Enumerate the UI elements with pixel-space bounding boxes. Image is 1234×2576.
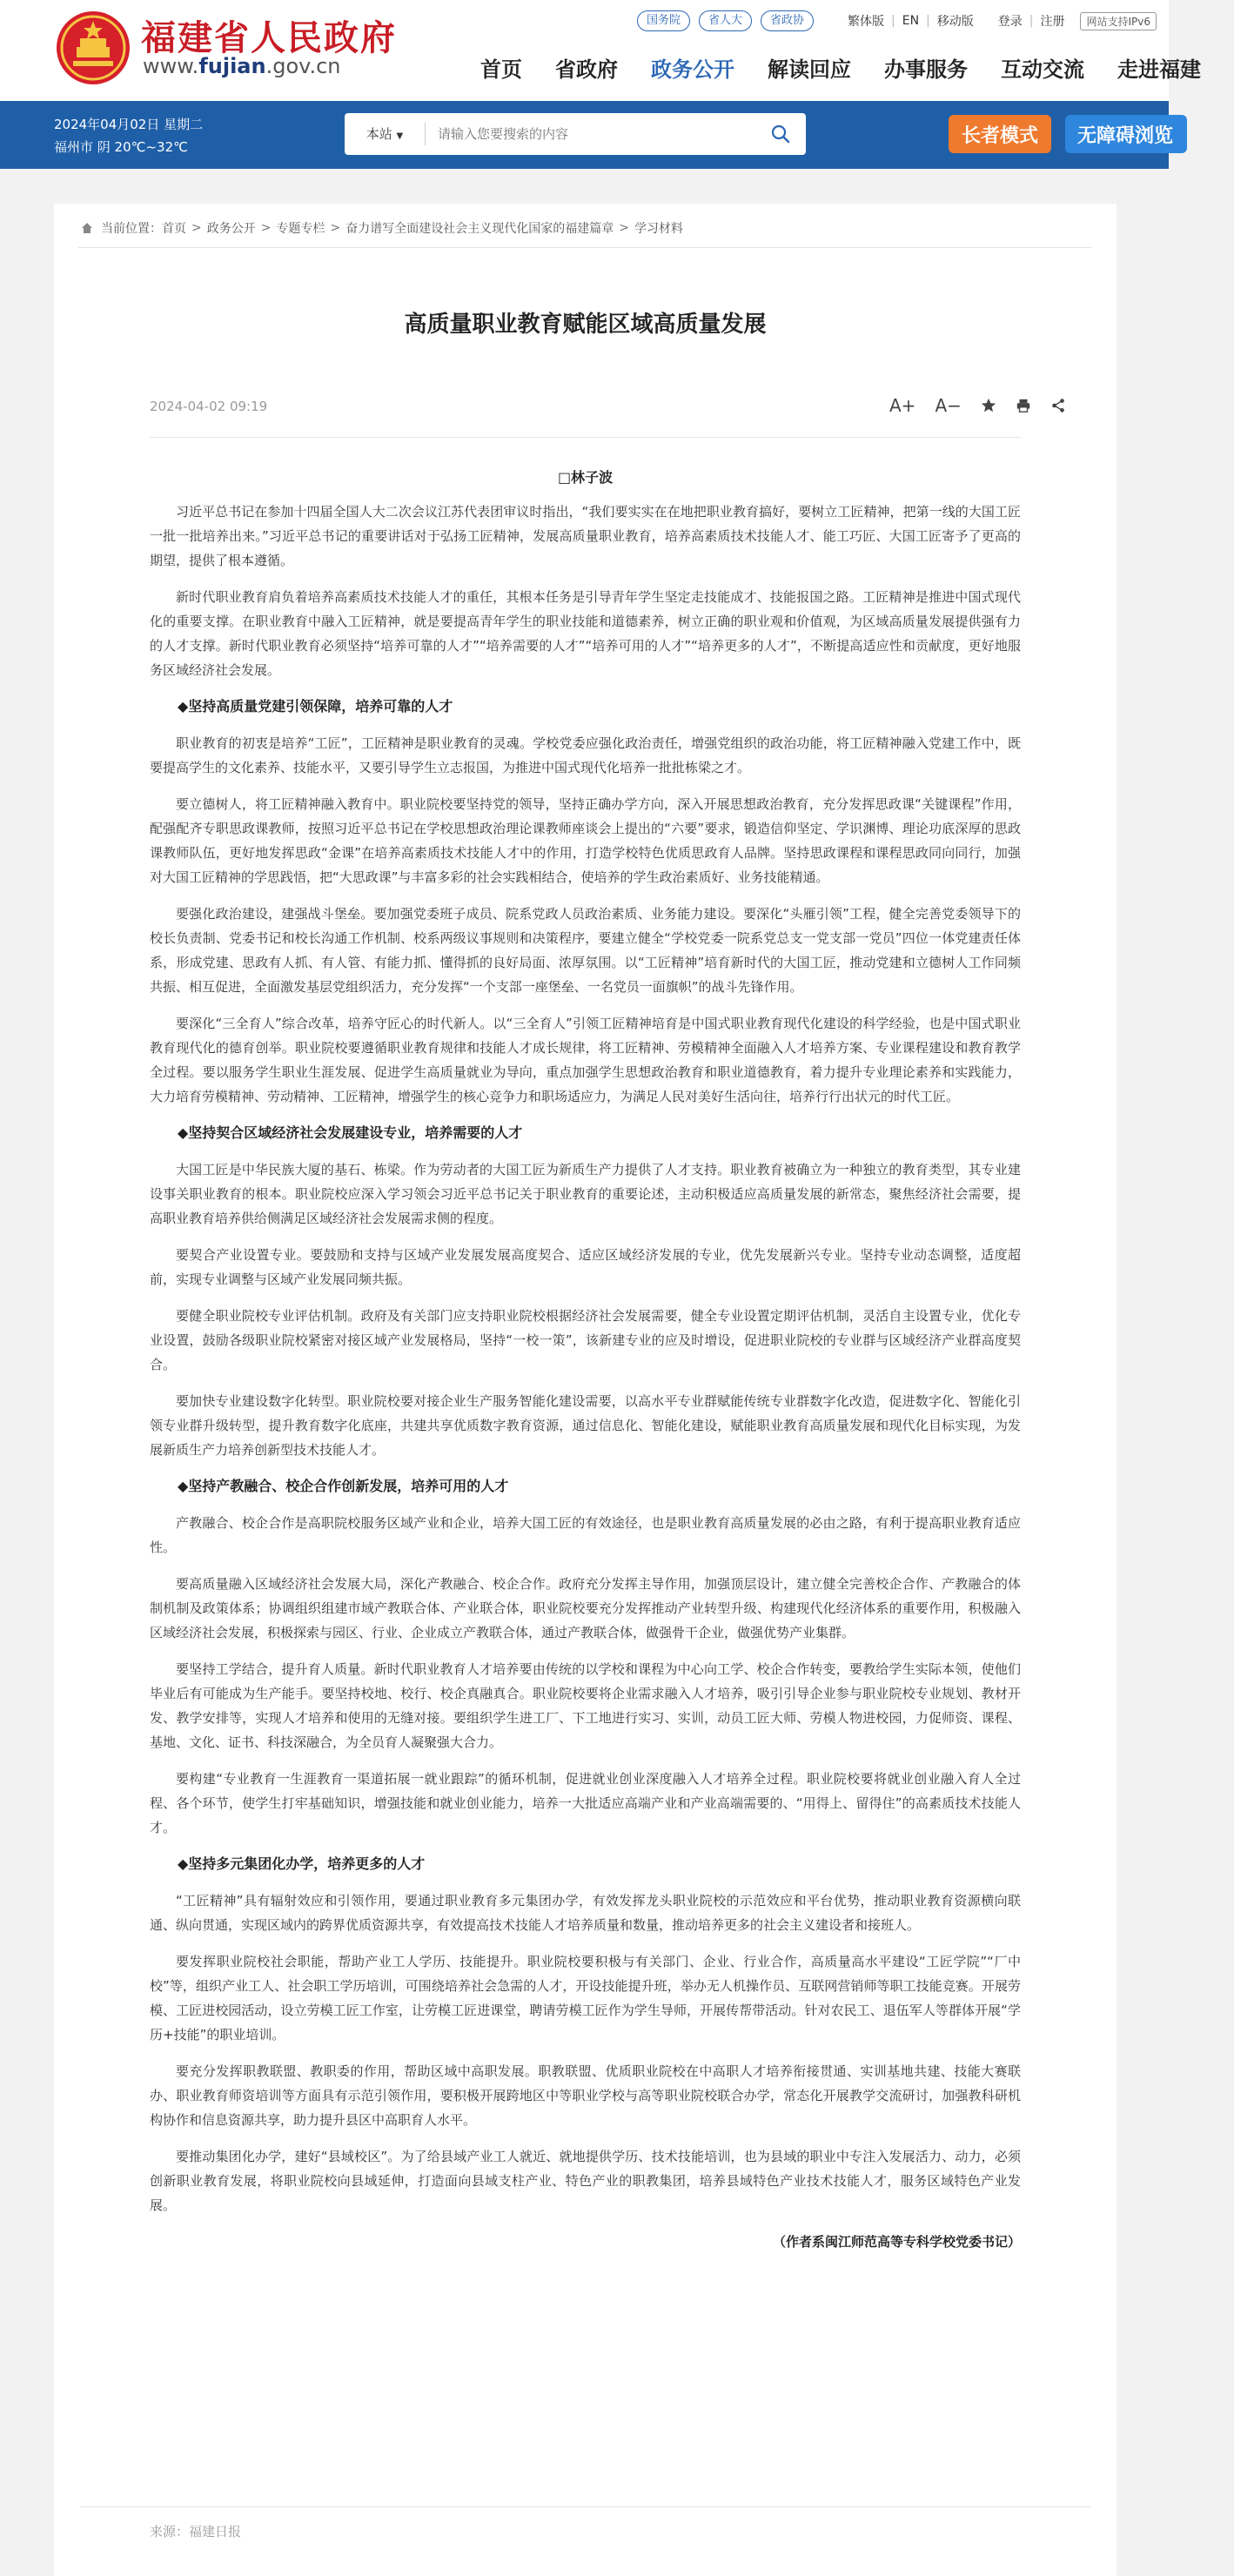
link-traditional[interactable]: 繁体版 xyxy=(848,15,884,29)
paragraph: 要加快专业建设数字化转型。职业院校要对接企业生产服务智能化建设需要，以高水平专业群赋能传统专业群数字化改造，促进数字化、智能化引领专业群升级转型，提升教育数字化底座，共建共享优质数字教育资源，通过信息化、智能化建设，赋能职业教育高质量发展和现代化目标实现，为发展新质生产力培养创新型技术技能人才。 xyxy=(150,1393,1021,1458)
url-domain: fujian xyxy=(198,54,266,78)
site-url xyxy=(143,54,341,78)
font-decrease-button[interactable]: A− xyxy=(935,395,962,416)
search-scope-select[interactable] xyxy=(345,123,426,145)
paragraph: 要立德树人，将工匠精神融入教育中。职业院校要坚持党的领导，坚持正确办学方向，深入开展思想政治教育，充分发挥思政课“关键课程”作用，配强配齐专职思政课教师，按照习近平总书记在学校思想政治理论课教师座谈会上提出的“六要”要求，锻造信仰坚定、学识渊博、理论功底深厚的思政课教师队伍，更好地发挥思政“金课”在培养高素质技术技能人才中的作用，打造学校特色优质思政育人品牌。坚持思政课程和课程思政同向同行，加强对大国工匠精神的学思践悟，把“大思政课”与丰富多彩的社会实践相结合，使培养的学生政治素质好、业务技能精通。 xyxy=(150,796,1021,885)
quick-links xyxy=(637,10,822,31)
national-emblem-logo[interactable] xyxy=(54,9,132,87)
section-heading: ◆坚持高质量党建引领保障，培养可靠的人才 xyxy=(178,698,453,714)
paragraph: 要构建“专业教育一生涯教育一渠道拓展一就业跟踪”的循环机制，促进就业创业深度融入人才培养全过程。职业院校要将就业创业融入育人全过程、各个环节，使学生打牢基础知识，增强技能和就业创业能力，培养一大批适应高端产业和产业高端需要的、“用得上、留得住”的高素质技术技能人才。 xyxy=(150,1771,1021,1835)
paragraph: 要高质量融入区域经济社会发展大局，深化产教融合、校企合作。政府充分发挥主导作用，加强顶层设计，建立健全完善校企合作、产教融合的体制机制及政策体系；协调组织组建市域产教联合体、产业联合体，职业院校要充分发挥推动产业转型升级、构建现代化经济体系的重要作用，积极融入区域经济社会发展，积极探索与园区、行业、企业成立产教联合体，通过产教联合体，做强骨干企业，做强优势产业集群。 xyxy=(150,1576,1021,1640)
pill-provincial-cppcc[interactable]: 省政协 xyxy=(761,10,814,31)
link-english[interactable]: EN xyxy=(902,14,920,28)
print-button[interactable] xyxy=(1016,393,1031,418)
star-icon xyxy=(981,398,996,413)
share-button[interactable] xyxy=(1050,393,1066,418)
nav-government[interactable]: 省政府 xyxy=(555,57,618,82)
favorite-button[interactable] xyxy=(981,393,996,418)
nav-home[interactable]: 首页 xyxy=(480,57,522,82)
paragraph: 要充分发挥职教联盟、教职委的作用，帮助区域中高职发展。职教联盟、优质职业院校在中高职人才培养衔接贯通、实训基地共建、技能大赛联办、职业教育师资培训等方面具有示范引领作用，要积极开展跨地区中等职业学校与高等职业院校联合办学，常态化开展教学交流研讨，加强教科研机构协作和信息资源共享，助力提升县区中高职育人水平。 xyxy=(150,2063,1021,2128)
paragraph: 新时代职业教育肩负着培养高素质技术技能人才的重任，其根本任务是引导青年学生坚定走技能成才、技能报国之路。工匠精神是推进中国式现代化的重要支撑。在职业教育中融入工匠精神，就是要提高青年学生的职业技能和道德素养，树立正确的职业观和价值观，为区域高质量发展提供强有力的人才支撑。新时代职业教育必须坚持“培养可靠的人才”“培养需要的人才”“培养可用的人才”“培养更多的人才”，不断提高适应性和贡献度，更好地服务区域经济社会发展。 xyxy=(150,589,1021,678)
weather-text: 福州市 阴 20℃~32℃ xyxy=(54,139,188,155)
paragraph: 要发挥职业院校社会职能，帮助产业工人学历、技能提升。职业院校要积极与有关部门、企业、行业合作，高质量高水平建设“工匠学院”“厂中校”等，组织产业工人、社会职工学历培训，可围绕培养社会急需的人才，开设技能提升班，举办无人机操作员、互联网营销师等职工技能竞赛。开展劳模、工匠进校园活动，设立劳模工匠工作室，让劳模工匠进课堂，聘请劳模工匠作为学生导师，开展传帮带活动。针对农民工、退伍军人等群体开展“学历+技能”的职业培训。 xyxy=(150,1954,1021,2043)
breadcrumb-topics[interactable]: 专题专栏 xyxy=(276,222,325,236)
paragraph: “工匠精神”具有辐射效应和引领作用，要通过职业教育多元集团办学，有效发挥龙头职业院校的示范效应和平台优势，推动职业教育资源横向联通、纵向贯通，实现区域内的跨界优质资源共享，有效提高技术技能人才培养质量和数量，推动培养更多的社会主义建设者和接班人。 xyxy=(150,1893,1021,1933)
paragraph: 要深化“三全育人”综合改革，培养守匠心的时代新人。以“三全育人”引领工匠精神培育是中国式职业教育现代化建设的科学经验，也是中国式职业教育现代化的德育创举。职业院校要遵循职业教育规律和技能人才成长规律，将工匠精神、劳模精神全面融入人才培养方案、专业课程建设和教育教学全过程。要以服务学生职业生涯发展、促进学生高质量就业为导向，重点加强学生思想政治教育和职业道德教育，着力提升专业理论素养和实践能力，大力培育劳模精神、劳动精神、工匠精神，增强学生的核心竞争力和职场适应力，为满足人民对美好生活向往，培养行行出状元的时代工匠。 xyxy=(150,1016,1021,1104)
article-datetime: 2024-04-02 09:19 xyxy=(150,399,268,414)
breadcrumb-separator: > xyxy=(260,221,272,235)
paragraph: 要强化政治建设，建强战斗堡垒。要加强党委班子成员、院系党政人员政治素质、业务能力建设。要深化“头雁引领”工程，健全完善党委领导下的校长负责制、党委书记和校长沟通工作机制、校系两级议事规则和决策程序，要建立健全“学校党委一院系党总支一党支部一党员”四位一体党建责任体系，形成党建、思政有人抓、有人管、有能力抓、懂得抓的良好局面、浓厚氛围。以“工匠精神”培育新时代的大国工匠，推动党建和立德树人工作同频共振、相互促进，全面激发基层党组织活力，充分发挥“一个支部一座堡垒、一名党员一面旗帜”的战斗先锋作用。 xyxy=(150,906,1021,995)
paragraph: 要坚持工学结合，提升育人质量。新时代职业教育人才培养要由传统的以学校和课程为中心向工学、校企合作转变，要教给学生实际本领，使他们毕业后有可能成为生产能手。要坚持校地、校行、校企真融真合。职业院校要将企业需求融入人才培养，吸引引导企业参与职业院校专业规划、教材开发、教学安排等，实现人才培养和使用的无缝对接。要组织学生进工厂、下工地进行实习、实训，动员工匠大师、劳模人物进校园，力促师资、课程、基地、文化、证书、科技深融合，为全员育人凝聚强大合力。 xyxy=(150,1661,1021,1750)
nav-services[interactable]: 办事服务 xyxy=(884,57,968,82)
paragraph: 习近平总书记在参加十四届全国人大二次会议江苏代表团审议时指出，“我们要实实在在地把职业教育搞好，要树立工匠精神，把第一线的大国工匠一批一批培养出来。”习近平总书记的重要讲话对于弘扬工匠精神，发展高质量职业教育，培养高素质技术技能人才、能工巧匠、大国工匠寄予了更高的期望，提供了根本遵循。 xyxy=(150,504,1021,568)
nav-interaction[interactable]: 互动交流 xyxy=(1001,57,1084,82)
breadcrumb-divider xyxy=(78,247,1092,248)
paragraph: 职业教育的初衷是培养“工匠”，工匠精神是职业教育的灵魂。学校党委应强化政治责任，增强党组织的政治功能，将工匠精神融入党建工作中，既要提高学生的文化素养、技能水平，又要引导学生立志报国，为推进中国式现代化培养一批批栋梁之才。 xyxy=(150,735,1021,775)
accessible-browse-button[interactable]: 无障碍浏览 xyxy=(1065,115,1187,153)
utility-links xyxy=(848,10,1157,31)
nav-government-affairs[interactable]: 政务公开 xyxy=(651,57,734,82)
section-heading: ◆坚持契合区域经济社会发展建设专业，培养需要的人才 xyxy=(178,1124,523,1141)
meta-divider xyxy=(150,437,1021,438)
article-tools xyxy=(889,393,1085,418)
date-weather xyxy=(54,113,203,158)
site-header xyxy=(0,0,1201,101)
paragraph: 要推动集团化办学，建好“县域校区”。为了给县域产业工人就近、就地提供学历、技术技能培训，也为县域的职业中专注入发展活力、动力，必须创新职业教育发展，将职业院校向县域延伸，打造面向县域支柱产业、特色产业的职教集团，培养县域特色产业技术技能人才，服务区域特色产业发展。 xyxy=(150,2149,1021,2213)
main-nav xyxy=(480,54,1234,85)
home-icon xyxy=(80,221,94,235)
share-icon xyxy=(1050,398,1066,413)
pill-provincial-congress[interactable]: 省人大 xyxy=(699,10,752,31)
breadcrumb-separator: > xyxy=(191,221,202,235)
article-body xyxy=(150,500,1021,2266)
pill-state-council[interactable]: 国务院 xyxy=(637,10,690,31)
breadcrumb-materials[interactable]: 学习材料 xyxy=(634,222,683,236)
font-increase-button[interactable]: A+ xyxy=(889,395,916,416)
url-suffix: .gov.cn xyxy=(265,54,341,78)
breadcrumb-affairs[interactable]: 政务公开 xyxy=(206,222,256,236)
divider: | xyxy=(891,14,895,28)
search-band xyxy=(0,101,1174,169)
breadcrumb-label: 当前位置： xyxy=(101,222,162,236)
article-author: □林子波 xyxy=(557,469,614,486)
article-source: 来源：福建日报 xyxy=(150,2524,242,2539)
author-signature: （作者系闽江师范高等专科学校党委书记） xyxy=(772,2234,1021,2250)
section-heading: ◆坚持产教融合、校企合作创新发展，培养可用的人才 xyxy=(178,1478,509,1494)
site-title[interactable]: 福建省人民政府 xyxy=(141,17,397,58)
paragraph: 要健全职业院校专业评估机制。政府及有关部门应支持职业院校根据经济社会发展需要，健全专业设置定期评估机制，灵活自主设置专业，优化专业设置，鼓励各级职业院校紧密对接区域产业发展格局，坚持“一校一策”，该新建专业的应及时增设，促进职业院校的专业群与区域经济产业群高度契合。 xyxy=(150,1308,1021,1372)
url-prefix: www. xyxy=(143,54,199,78)
source-divider xyxy=(80,2506,1090,2507)
paragraph: 要契合产业设置专业。要鼓励和支持与区域产业发展发展高度契合、适应区域经济发展的专业，优先发展新兴专业。坚持专业动态调整，适度超前，实现专业调整与区域产业发展同频共振。 xyxy=(150,1247,1021,1287)
breadcrumb-topic[interactable]: 奋力谱写全面建设社会主义现代化国家的福建篇章 xyxy=(345,222,614,236)
search-button[interactable] xyxy=(755,113,806,155)
section-heading: ◆坚持多元集团化办学，培养更多的人才 xyxy=(178,1855,426,1872)
nav-interpretation[interactable]: 解读回应 xyxy=(768,57,851,82)
elder-mode-button[interactable]: 长者模式 xyxy=(949,115,1051,153)
search-box xyxy=(345,113,806,155)
chevron-down-icon: ▼ xyxy=(396,131,404,141)
article-title: 高质量职业教育赋能区域高质量发展 xyxy=(404,312,767,338)
breadcrumb xyxy=(80,219,683,237)
link-register[interactable]: 注册 xyxy=(1040,15,1065,29)
breadcrumb-separator: > xyxy=(330,221,341,235)
divider: | xyxy=(1029,14,1034,28)
paragraph: 大国工匠是中华民族大厦的基石、栋梁。作为劳动者的大国工匠为新质生产力提供了人才支持。职业教育被确立为一种独立的教育类型，其专业建设事关职业教育的根本。职业院校应深入学习领会习近平总书记关于职业教育的重要论述，主动积极适应高质量发展的新常态，聚焦经济社会需要，提高职业教育培养供给侧满足区域经济社会发展需求侧的程度。 xyxy=(150,1162,1021,1226)
link-mobile[interactable]: 移动版 xyxy=(936,15,974,29)
print-icon xyxy=(1016,398,1031,413)
search-icon xyxy=(771,124,790,144)
link-login[interactable]: 登录 xyxy=(997,15,1023,29)
nav-fujian[interactable]: 走进福建 xyxy=(1117,57,1201,82)
paragraph: 产教融合、校企合作是高职院校服务区域产业和企业，培养大国工匠的有效途径，也是职业教育高质量发展的必由之路，有利于提高职业教育适应性。 xyxy=(150,1515,1021,1555)
search-scope-label: 本站 xyxy=(366,126,392,142)
divider: | xyxy=(926,14,930,28)
ipv6-badge: 网站支持IPv6 xyxy=(1080,12,1157,30)
article-card xyxy=(54,204,1117,2576)
search-input[interactable] xyxy=(426,126,755,142)
date-text: 2024年04月02日 星期二 xyxy=(54,117,204,132)
breadcrumb-home[interactable]: 首页 xyxy=(162,222,186,236)
breadcrumb-separator: > xyxy=(619,221,629,235)
